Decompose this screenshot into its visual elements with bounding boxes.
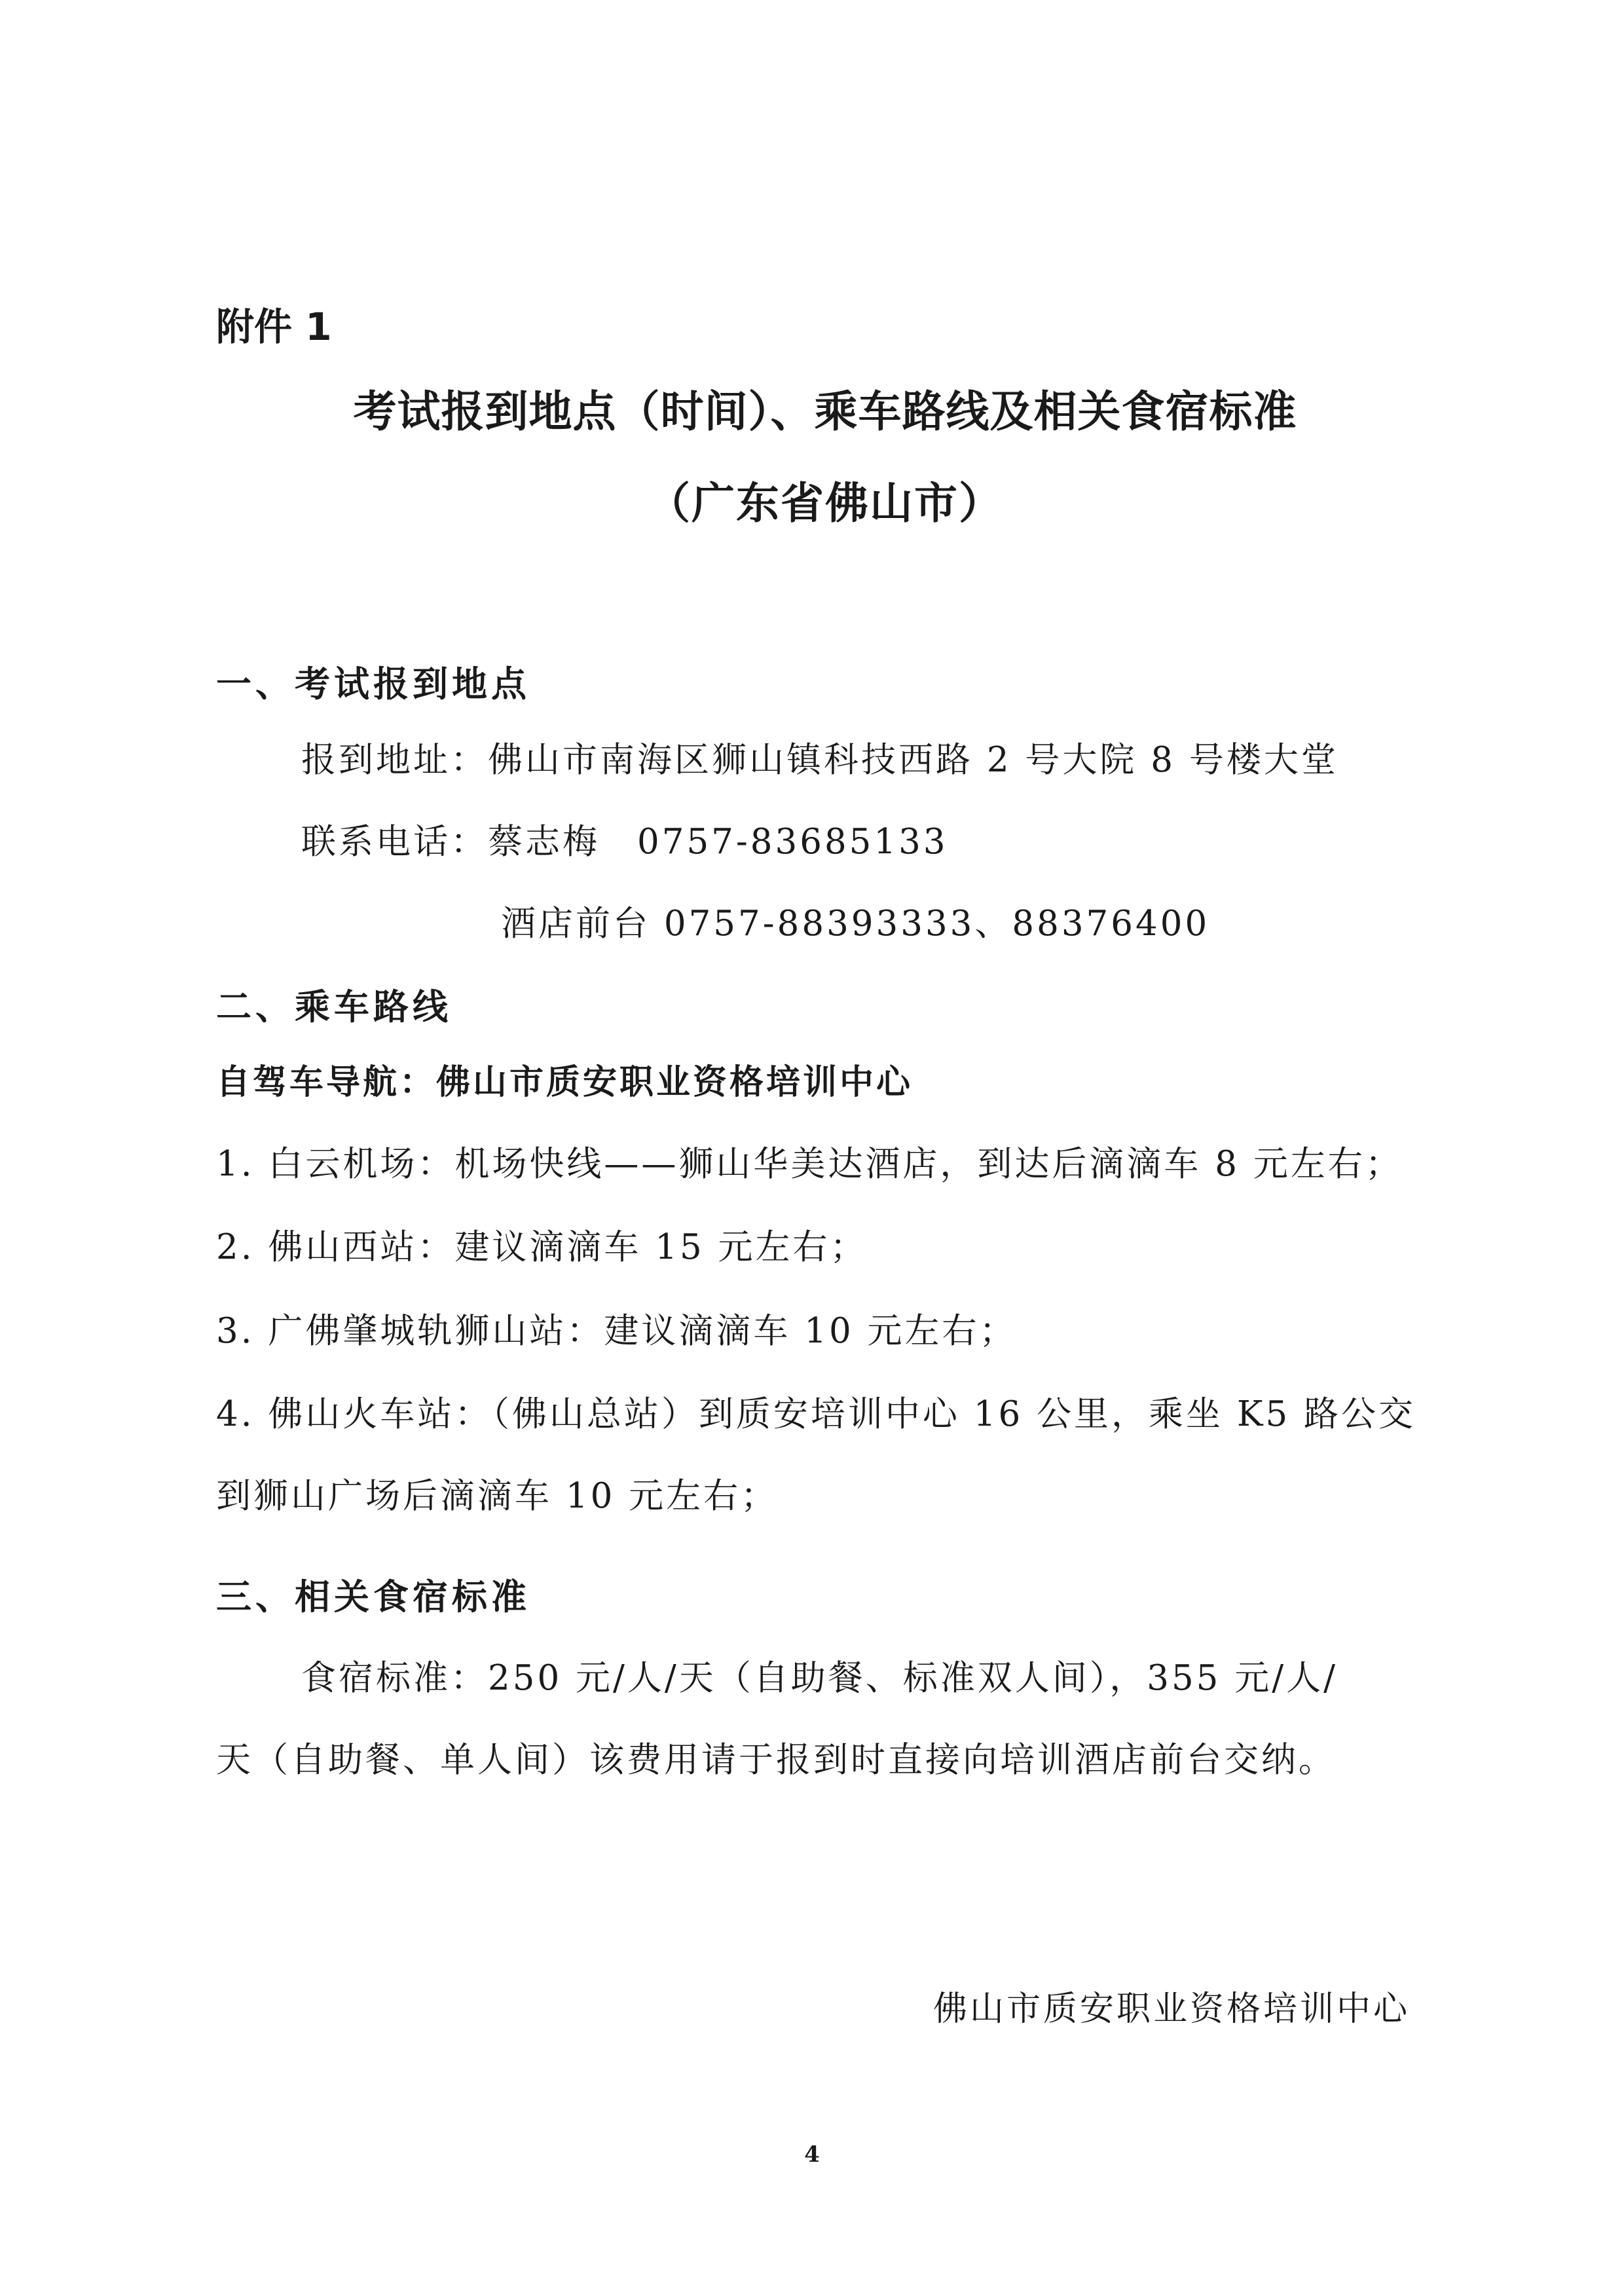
registration-address: 报到地址：佛山市南海区狮山镇科技西路 2 号大院 8 号楼大堂 [301, 740, 1338, 780]
section-2-heading: 二、乘车路线 [216, 986, 452, 1028]
route-item-1: 1. 白云机场：机场快线——狮山华美达酒店，到达后滴滴车 8 元左右； [216, 1144, 1403, 1184]
page-number: 4 [804, 2141, 820, 2168]
attachment-label: 附件 1 [216, 305, 332, 349]
section-3-heading: 三、相关食宿标准 [216, 1576, 530, 1618]
issuer-signature: 佛山市质安职业资格培训中心 [933, 1990, 1411, 2029]
route-item-2: 2. 佛山西站：建议滴滴车 15 元左右； [216, 1227, 868, 1267]
route-item-3: 3. 广佛肇城轨狮山站：建议滴滴车 10 元左右； [216, 1311, 1017, 1351]
route-item-4-continued: 到狮山广场后滴滴车 10 元左右； [216, 1476, 779, 1516]
route-item-4: 4. 佛山火车站：（佛山总站）到质安培训中心 16 公里，乘坐 K5 路公交 [216, 1394, 1416, 1434]
hotel-front-desk-phone: 酒店前台 0757-88393333、88376400 [501, 904, 1210, 944]
section-1-heading: 一、考试报到地点 [216, 663, 530, 705]
document-subtitle: （广东省佛山市） [647, 478, 1003, 528]
document-title: 考试报到地点（时间）、乘车路线及相关食宿标准 [353, 386, 1297, 437]
accommodation-standard-line-2: 天（自助餐、单人间）该费用请于报到时直接向培训酒店前台交纳。 [216, 1740, 1336, 1780]
accommodation-standard-line-1: 食宿标准：250 元/人/天（自助餐、标准双人间），355 元/人/ [301, 1658, 1338, 1698]
navigation-destination: 自驾车导航：佛山市质安职业资格培训中心 [216, 1062, 913, 1102]
contact-phone: 联系电话：蔡志梅 0757-83685133 [301, 822, 948, 862]
